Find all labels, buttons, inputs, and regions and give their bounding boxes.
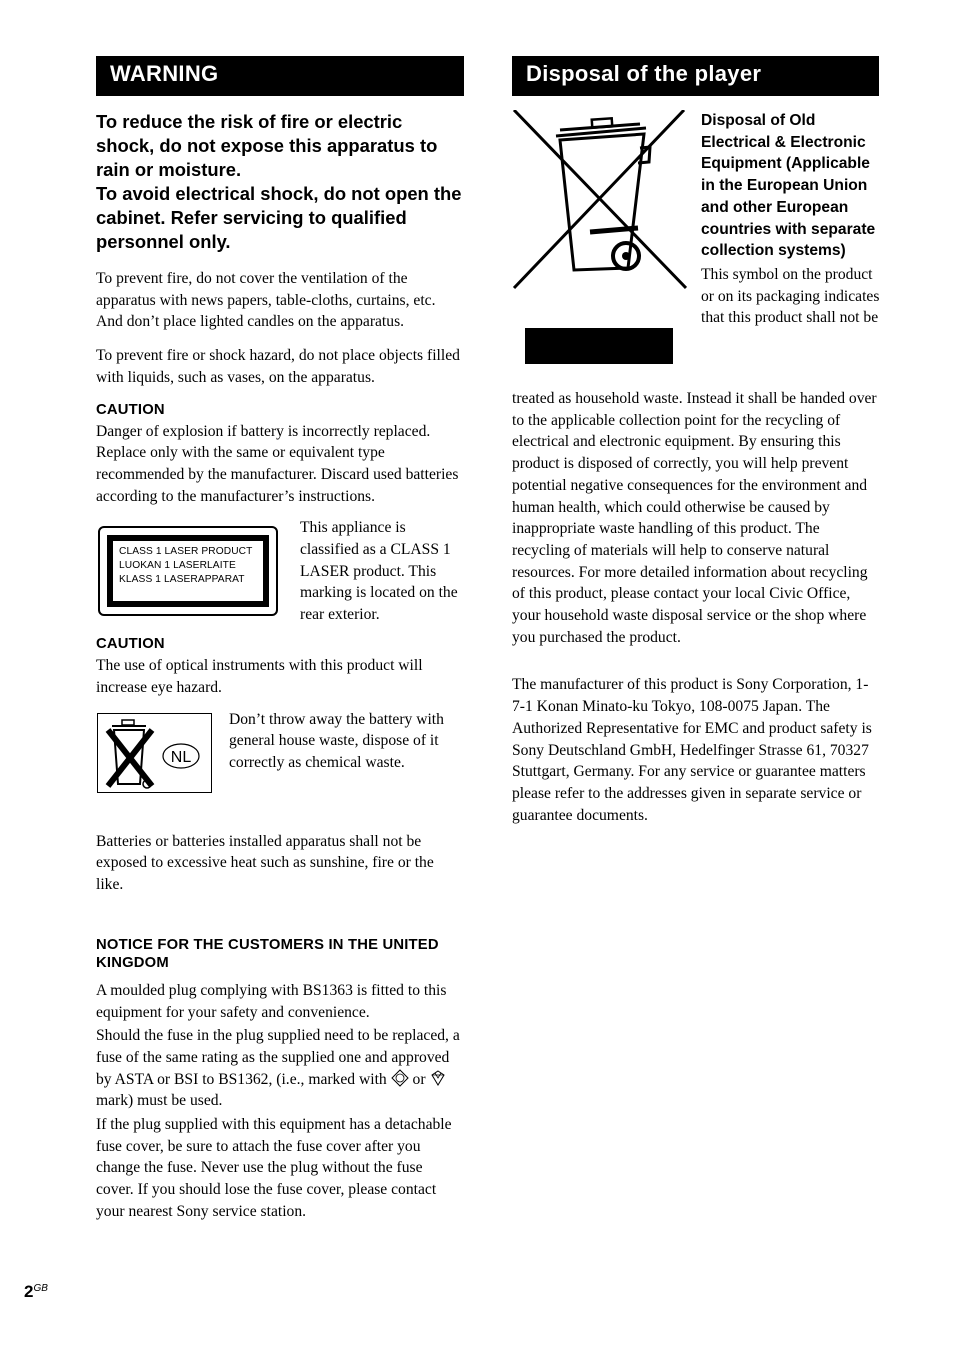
uk-plug-text: A moulded plug complying with BS1363 is fitted to this equipment for your safety and convenience.	[96, 981, 447, 1021]
battery-nl-label: NL	[170, 748, 192, 766]
warning-lead-2: To avoid electrical shock, do not open the cabinet. Refer servicing to qualified personnel only.	[96, 183, 462, 252]
disposal-column	[512, 56, 879, 826]
bsi-kitemark-icon	[429, 1069, 447, 1087]
laser-label-line-2: LUOKAN 1 LASERLAITE	[119, 560, 236, 572]
uk-fuse-text-b: mark) must be used.	[96, 1092, 223, 1110]
fire-ventilation-text: To prevent fire, do not cover the ventilation of the apparatus with news papers, table-cloths, curtains, etc. And don’t place lighted candles on the apparatus.	[96, 270, 436, 331]
page-number	[24, 1282, 48, 1302]
weee-symbol-text: This symbol on the product or on its packaging indicates that this product shall not be	[701, 265, 880, 327]
battery-caution-text: Danger of explosion if battery is incorrectly replaced. Replace only with the same or equivalent type recommended by the manufacturer. Discard used batteries according to the manufacturer’s instructions.	[96, 422, 459, 505]
warning-lead-1: To reduce the risk of fire or electric shock, do not expose this apparatus to rain or moisture.	[96, 111, 438, 180]
asta-mark-icon	[391, 1069, 409, 1087]
laser-label-line-3: KLASS 1 LASERAPPARAT	[119, 574, 245, 586]
uk-fuse-text	[96, 1025, 464, 1112]
laser-class-label	[98, 526, 278, 616]
uk-fuse-text-a: Should the fuse in the plug supplied need to be replaced, a fuse of the same rating as the supplied one and approved by ASTA or BSI to BS1362, (i.e., marked with	[96, 1027, 460, 1088]
uk-fuse-text-or: or	[412, 1070, 426, 1088]
laser-section	[96, 517, 464, 635]
uk-notice-heading: NOTICE FOR THE CUSTOMERS IN THE UNITED KINGDOM	[96, 936, 439, 971]
weee-side-text	[701, 110, 883, 329]
battery-disposal-section	[96, 709, 464, 827]
battery-bin-icon	[97, 713, 212, 793]
warning-title: WARNING	[96, 56, 464, 96]
warning-column	[96, 56, 464, 1223]
crossed-bin-icon	[512, 110, 687, 372]
battery-disposal-text: Don’t throw away the battery with general house waste, dispose of it correctly as chemical waste.	[229, 710, 444, 772]
caution-heading-2: CAUTION	[96, 636, 165, 653]
caution-heading-1: CAUTION	[96, 401, 165, 418]
heat-exposure-text: Batteries or batteries installed apparatus shall not be exposed to excessive heat such as sunshine, fire or the like.	[96, 832, 434, 894]
laser-label-line-1: CLASS 1 LASER PRODUCT	[119, 546, 253, 558]
page-number-suffix: GB	[33, 1283, 48, 1294]
page-number-value: 2	[24, 1282, 34, 1301]
weee-section	[512, 110, 879, 390]
weee-disposal-text: treated as household waste. Instead it shall be handed over to the applicable collection point for the recycling of electrical and electronic equipment. By ensuring this product is disposed of correctly, you will help prevent potential negative consequences for the environment and human health, which could otherwise be caused by inappropriate waste handling of this product. The recycling of materials will help to conserve natural resources. For more detailed information about recycling of this product, please contact your local Civic Office, your household waste disposal service or the shop where you purchased the product.	[512, 390, 877, 646]
laser-class-text: This appliance is classified as a CLASS 1 LASER product. This marking is located on the rear exterior.	[300, 519, 458, 624]
disposal-title: Disposal of the player	[512, 56, 879, 96]
optical-caution-text: The use of optical instruments with this product will increase eye hazard.	[96, 657, 423, 697]
manufacturer-text: The manufacturer of this product is Sony Corporation, 1-7-1 Konan Minato-ku Tokyo, 108-0075 Japan. The Authorized Representative for EMC and product safety is Sony Deutschland GmbH, Hedelfinger Strasse 61, 70327 Stuttgart, Germany. For any service or guarantee matters please refer to the addresses given in separate service or guarantee documents.	[512, 676, 872, 824]
weee-heading: Disposal of Old Electrical & Electronic Equipment (Applicable in the European Union and other European countries with separate collection systems)	[701, 112, 876, 260]
uk-fuse-cover-text: If the plug supplied with this equipment has a detachable fuse cover, be sure to attach the fuse cover after you change the fuse. Never use the plug without the fuse cover. If you should lose the fuse cover, please contact your nearest Sony service station.	[96, 1116, 452, 1220]
liquid-hazard-text: To prevent fire or shock hazard, do not place objects filled with liquids, such as vases, on the apparatus.	[96, 347, 460, 386]
